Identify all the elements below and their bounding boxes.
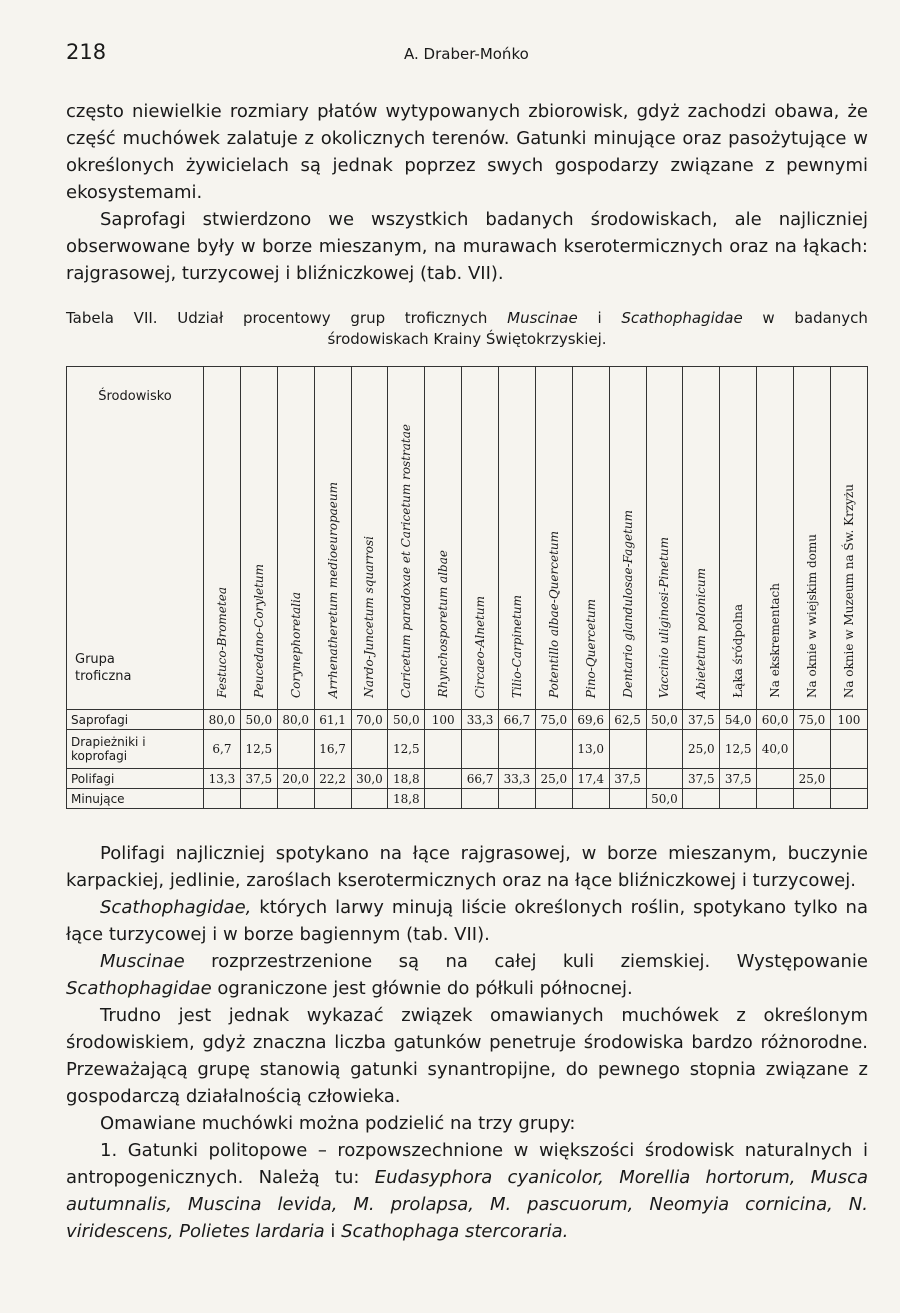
column-header-label: Arrhenatheretum medioeuropaeum	[325, 481, 340, 698]
column-header-label: Festuco-Brometea	[214, 587, 229, 698]
table-cell: 66,7	[462, 769, 499, 789]
page-header	[66, 40, 846, 70]
column-header-4	[351, 367, 388, 710]
table-cell: 54,0	[720, 710, 757, 730]
table-cell	[720, 789, 757, 809]
table-cell	[499, 789, 536, 809]
table-cell	[462, 730, 499, 769]
row-label: Saprofagi	[67, 710, 204, 730]
table-cell: 40,0	[757, 730, 794, 769]
table-body	[67, 710, 868, 809]
column-header-label: Corynephoretalia	[288, 591, 303, 698]
table-cell	[683, 789, 720, 809]
table-cell: 100	[425, 710, 462, 730]
column-header-1	[240, 367, 277, 710]
table-cell: 25,0	[535, 769, 572, 789]
table-cell	[499, 730, 536, 769]
body-paragraph-2	[66, 894, 868, 948]
table-cell: 37,5	[609, 769, 646, 789]
column-header-15	[757, 367, 794, 710]
row-axis-label-line-2: troficzna	[75, 669, 132, 684]
trophic-groups-table	[66, 366, 868, 809]
table-cell	[535, 789, 572, 809]
column-header-9	[535, 367, 572, 710]
table-cell	[462, 789, 499, 809]
table-row	[67, 730, 868, 769]
table-cell: 12,5	[388, 730, 425, 769]
table-cell: 37,5	[683, 769, 720, 789]
body-text	[66, 840, 868, 1245]
intro-paragraph-1: często niewielkie rozmiary płatów wytypowanych zbiorowisk, gdyż zachodzi obawa, że część muchówek zalatuje z okolicznych terenów. Gatunki minujące oraz pasożytujące w określonych żywicielach są jednak poprzez swych gospodarzy związane z pewnymi ekosystemami.	[66, 101, 868, 203]
column-header-14	[720, 367, 757, 710]
body-paragraph-1: Polifagi najliczniej spotykano na łące rajgrasowej, w borze mieszanym, buczynie karpackiej, jedlinie, zaroślach kserotermicznych oraz na łące bliźniczkowej i turzycowej.	[66, 843, 868, 891]
table-cell	[277, 789, 314, 809]
species-last: Scathophaga stercoraria.	[341, 1221, 569, 1242]
table-cell: 13,3	[204, 769, 241, 789]
column-header-11	[609, 367, 646, 710]
column-header-label: Dentario glandulosae-Fagetum	[620, 510, 635, 698]
table-cell: 62,5	[609, 710, 646, 730]
column-header-5	[388, 367, 425, 710]
row-label: Minujące	[67, 789, 204, 809]
column-header-label: Potentillo albae-Quercetum	[546, 531, 561, 698]
table-cell: 60,0	[757, 710, 794, 730]
column-header-label: Abietetum polonicum	[694, 567, 709, 698]
table-cell: 50,0	[646, 789, 683, 809]
column-header-label: Nardo-Juncetum squarrosi	[362, 536, 377, 698]
table-cell: 37,5	[720, 769, 757, 789]
column-header-10	[572, 367, 609, 710]
column-header-3	[314, 367, 351, 710]
column-header-label: Łąka śródpolna	[731, 604, 746, 698]
table-cell: 18,8	[388, 769, 425, 789]
body-paragraph-4: Trudno jest jednak wykazać związek omawianych muchówek z określonym środowiskiem, gdyż znaczna liczba gatunków penetruje środowiska bardzo różnorodne. Przeważającą grupę stanowią gatunki synantropijne, do pewnego stopnia związane z gospodarczą działalnością człowieka.	[66, 1005, 868, 1107]
column-header-13	[683, 367, 720, 710]
table-cell	[277, 730, 314, 769]
table-cell: 16,7	[314, 730, 351, 769]
table-row	[67, 710, 868, 730]
table-cell	[794, 789, 831, 809]
running-head: A. Draber-Mońko	[404, 45, 529, 63]
table-cell: 80,0	[204, 710, 241, 730]
table-cell: 37,5	[240, 769, 277, 789]
table-cell: 6,7	[204, 730, 241, 769]
column-header-label: Peucedano-Coryletum	[251, 564, 266, 698]
caption-taxon-scathophagidae: Scathophagidae	[621, 309, 743, 327]
table-cell: 12,5	[720, 730, 757, 769]
table-cell	[314, 789, 351, 809]
table-cell: 50,0	[388, 710, 425, 730]
table-cell: 30,0	[351, 769, 388, 789]
column-header-label: Na oknie w Muzeum na Św. Krzyżu	[841, 483, 856, 698]
column-header-0	[204, 367, 241, 710]
body-paragraph-3-text-a: rozprzestrzenione są na całej kuli ziemskiej. Występowanie	[184, 951, 868, 972]
row-label: Drapieżniki i koprofagi	[67, 730, 204, 769]
caption-taxon-muscinae: Muscinae	[507, 309, 578, 327]
row-axis-label-line-1: Grupa	[75, 652, 115, 667]
table-cell	[425, 769, 462, 789]
caption-and: i	[597, 309, 602, 327]
column-header-label: Rhynchosporetum albae	[436, 550, 451, 698]
table-cell	[609, 789, 646, 809]
column-header-7	[462, 367, 499, 710]
table-cell	[351, 789, 388, 809]
body-paragraph-5: Omawiane muchówki można podzielić na trzy grupy:	[100, 1113, 576, 1134]
column-axis-label: Środowisko	[98, 389, 172, 404]
column-header-label: Tilio-Carpinetum	[509, 594, 524, 698]
table-cell	[425, 730, 462, 769]
body-paragraph-3-text-b: ograniczone jest głównie do półkuli północnej.	[211, 978, 633, 999]
column-header-16	[794, 367, 831, 710]
table-cell	[425, 789, 462, 809]
table-cell	[535, 730, 572, 769]
table-cell: 17,4	[572, 769, 609, 789]
column-header-label: Na oknie w wiejskim domu	[804, 534, 819, 698]
table-cell: 22,2	[314, 769, 351, 789]
table-row	[67, 769, 868, 789]
caption-suffix: w badanych	[762, 309, 868, 327]
table-row	[67, 789, 868, 809]
intro-text	[66, 98, 868, 287]
table-cell	[646, 769, 683, 789]
table-cell: 33,3	[499, 769, 536, 789]
page-number: 218	[66, 40, 107, 64]
intro-paragraph-2: Saprofagi stwierdzono we wszystkich badanych środowiskach, ale najliczniej obserwowane były w borze mieszanym, na murawach kserotermicznych oraz na łąkach: rajgrasowej, turzycowej i bliźniczkowej (tab. VII).	[66, 209, 868, 284]
table-cell: 69,6	[572, 710, 609, 730]
table-caption	[66, 308, 868, 350]
body-paragraph-6-and: i	[324, 1221, 342, 1242]
body-paragraph-6-intro: 1. Gatunki politopowe – rozpowszechnione w większości środowisk naturalnych i antropogenicznych. Należą tu:	[66, 1140, 868, 1188]
table-cell	[240, 789, 277, 809]
taxon-muscinae: Muscinae	[100, 951, 185, 972]
caption-line-1	[66, 308, 868, 329]
table-cell	[794, 730, 831, 769]
table-cell: 13,0	[572, 730, 609, 769]
table-cell: 50,0	[240, 710, 277, 730]
table-cell	[572, 789, 609, 809]
table-cell: 33,3	[462, 710, 499, 730]
table-cell: 75,0	[794, 710, 831, 730]
table-cell	[204, 789, 241, 809]
table-cell: 25,0	[683, 730, 720, 769]
column-header-8	[499, 367, 536, 710]
body-paragraph-2-text: których larwy minują liście określonych roślin, spotykano tylko na łące turzycowej i w borze bagiennym (tab. VII).	[66, 897, 868, 945]
column-header-label: Circaeo-Alnetum	[473, 595, 488, 698]
table-header-row	[67, 367, 868, 710]
column-header-label: Caricetum paradoxae et Caricetum rostratae	[399, 423, 414, 698]
table-cell	[351, 730, 388, 769]
table-cell: 18,8	[388, 789, 425, 809]
column-header-6	[425, 367, 462, 710]
body-paragraph-6	[66, 1137, 868, 1245]
column-header-2	[277, 367, 314, 710]
table-cell: 37,5	[683, 710, 720, 730]
table-cell: 61,1	[314, 710, 351, 730]
table-cell: 100	[830, 710, 867, 730]
table-corner-cell	[67, 367, 204, 710]
table-cell: 20,0	[277, 769, 314, 789]
table-cell	[609, 730, 646, 769]
table-cell	[646, 730, 683, 769]
caption-prefix: Tabela VII. Udział procentowy grup troficznych	[66, 309, 488, 327]
column-header-17	[830, 367, 867, 710]
column-header-label: Na ekskrementach	[768, 583, 783, 698]
table-cell	[830, 730, 867, 769]
taxon-scathophagidae-2: Scathophagidae	[66, 978, 212, 999]
table-cell: 80,0	[277, 710, 314, 730]
table-cell: 50,0	[646, 710, 683, 730]
table-cell	[757, 769, 794, 789]
taxon-scathophagidae: Scathophagidae,	[100, 897, 252, 918]
row-label: Polifagi	[67, 769, 204, 789]
table-cell: 66,7	[499, 710, 536, 730]
table-cell: 25,0	[794, 769, 831, 789]
row-axis-label	[75, 651, 131, 685]
table-cell	[830, 789, 867, 809]
column-header-label: Vaccinio uliginosi-Pinetum	[657, 536, 672, 698]
caption-line-2: środowiskach Krainy Świętokrzyskiej.	[327, 330, 607, 348]
column-header-12	[646, 367, 683, 710]
table-cell: 70,0	[351, 710, 388, 730]
table-cell	[757, 789, 794, 809]
table-cell: 75,0	[535, 710, 572, 730]
species-list: Eudasyphora cyanicolor, Morellia hortorum, Musca autumnalis, Muscina levida, M. prolapsa, M. pascuorum, Neomyia cornicina, N. viridescens, Polietes lardaria	[66, 1167, 869, 1242]
body-paragraph-3	[66, 948, 868, 1002]
column-header-label: Pino-Quercetum	[583, 598, 598, 698]
table-cell	[830, 769, 867, 789]
table-cell: 12,5	[240, 730, 277, 769]
